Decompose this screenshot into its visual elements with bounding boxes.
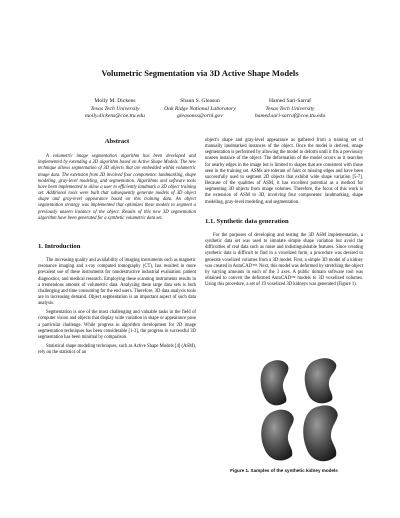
author-block <box>0 98 400 126</box>
kidney-model-3 <box>261 410 294 461</box>
figure-caption: Figure 1. Samples of the synthetic kidney models <box>230 468 338 473</box>
intro-paragraph-2: Segmentation is one of the most challenging and valuable tasks in the field of computer vision and objects that display wide variation in shape or appearance pose a particular challenge. While progress in algorithm development for 2D image segmentation techniques has been considerable [1-3], the progress in successful 3D segmentation has been minimal by comparison. <box>38 310 196 340</box>
intro-paragraph-3: Statistical shape modeling techniques, such as Active Shape Models [4] (ASM), rely on the statistics of an <box>38 344 196 356</box>
kidney-model-1 <box>261 360 289 405</box>
right-column <box>205 138 363 291</box>
author-email: molly.dickens@coe.ttu.edu <box>85 113 145 120</box>
paper-title: Volumetric Segmentation via 3D Active Shape Models <box>101 68 299 78</box>
synthetic-data-heading: 1.1. Synthetic data generation <box>205 217 289 225</box>
author-affiliation: Oak Ridge National Laboratory <box>164 105 236 112</box>
synthetic-data-paragraph: For the purposes of developing and testing the 3D ASM implementation, a synthetic data set was used to simulate simple shape variation but avoid the difficulties of real data such as noise and indistinguishable features. Since creating synthetic data is difficult to find in a voxelized form, a procedure was devised to generate voxelized volumes from a 3D model. First, a simple 3D model of a kidney was created in AutoCAD™. Next, this model was deformed by stretching the object by varying amounts in each of the 3 axes. A public domain software tool was obtained to convert the deformed AutoCAD™ models to 3D voxelized volumes. Using this procedure, a set of 19 voxelized 3D kidneys was generated (Figure 1). <box>205 232 363 288</box>
author-name: Hamed Sari-Sarraf <box>268 98 312 104</box>
author-name: Shaun S. Gleason <box>180 98 220 104</box>
abstract-text: A volumetric image segmentation algorithm has been developed and implemented by extending a 2D algorithm based on Active Shape Models. The new technique allows segmentation of 3D objects that are embedded within volumetric image data. The extension from 2D involved four components: landmarking, shape modeling, gray-level modeling, and segmentation. Algorithms and software tools have been implemented to allow a user to efficiently landmark a 3D object training set. Additional tools were built that subsequently generate models of 3D object shape and gray-level appearance based on this training data. An object segmentation strategy was implemented that optimizes these models to segment a previously unseen instance of the object. Results of this new 3D segmentation algorithm have been generated for a synthetic volumetric data set. <box>38 154 196 221</box>
author-affiliation: Texas Tech University <box>90 105 140 112</box>
continuation-paragraph: object's shape and gray-level appearance as gathered from a training set of manually landmarked instances of the object. Once the model is derived, image segmentation is performed by allowing the model to deform until it fits a previously unseen instance of the object. The deformation of the model occurs as it searches for nearby edges in the image but is limited to shapes that are consistent with those seen in the training set. ASMs are tolerant of faint or missing edges and have been successfully used to segment 2D objects that exhibit wide shape variation [5-7]. Because of the qualities of ASM, it has excellent potential as a method for segmenting 3D objects from image volumes. Therefore, the focus of this work is the extension of ASM to 3D, involving four components: landmarking, shape modeling, gray-level modeling, and segmentation. <box>205 138 363 205</box>
author-email: gleasonss@ornl.gov <box>177 113 223 120</box>
intro-paragraph-1: The increasing quality and availability of imaging instruments such as magnetic resonance imaging and x-ray computed tomography (CT), has resulted in more prevalent use of these instruments for nondestructive industrial evaluation, patient diagnostics, and medical research. Employing these scanning instruments results in a tremendous amount of volumetric data. Analyzing these large data sets is both challenging and time consuming for the end users. Therefore, 3D data analysis tools are in increasing demand. Object segmentation is an important aspect of such data analysis. <box>38 258 196 307</box>
author-affiliation: Texas Tech University <box>265 105 315 112</box>
kidney-model-2 <box>305 358 337 403</box>
abstract-heading: Abstract <box>104 138 130 145</box>
kidney-model-4 <box>303 405 337 461</box>
kidney-models-image <box>256 356 348 466</box>
left-column <box>38 139 196 359</box>
author-email: hamed.sari-sarraf@coe.ttu.edu <box>254 113 326 120</box>
introduction-heading: 1. Introduction <box>38 242 81 250</box>
author-name: Molly M. Dickens <box>94 98 136 104</box>
author-2 <box>225 98 355 121</box>
kidney-figure <box>256 356 348 466</box>
